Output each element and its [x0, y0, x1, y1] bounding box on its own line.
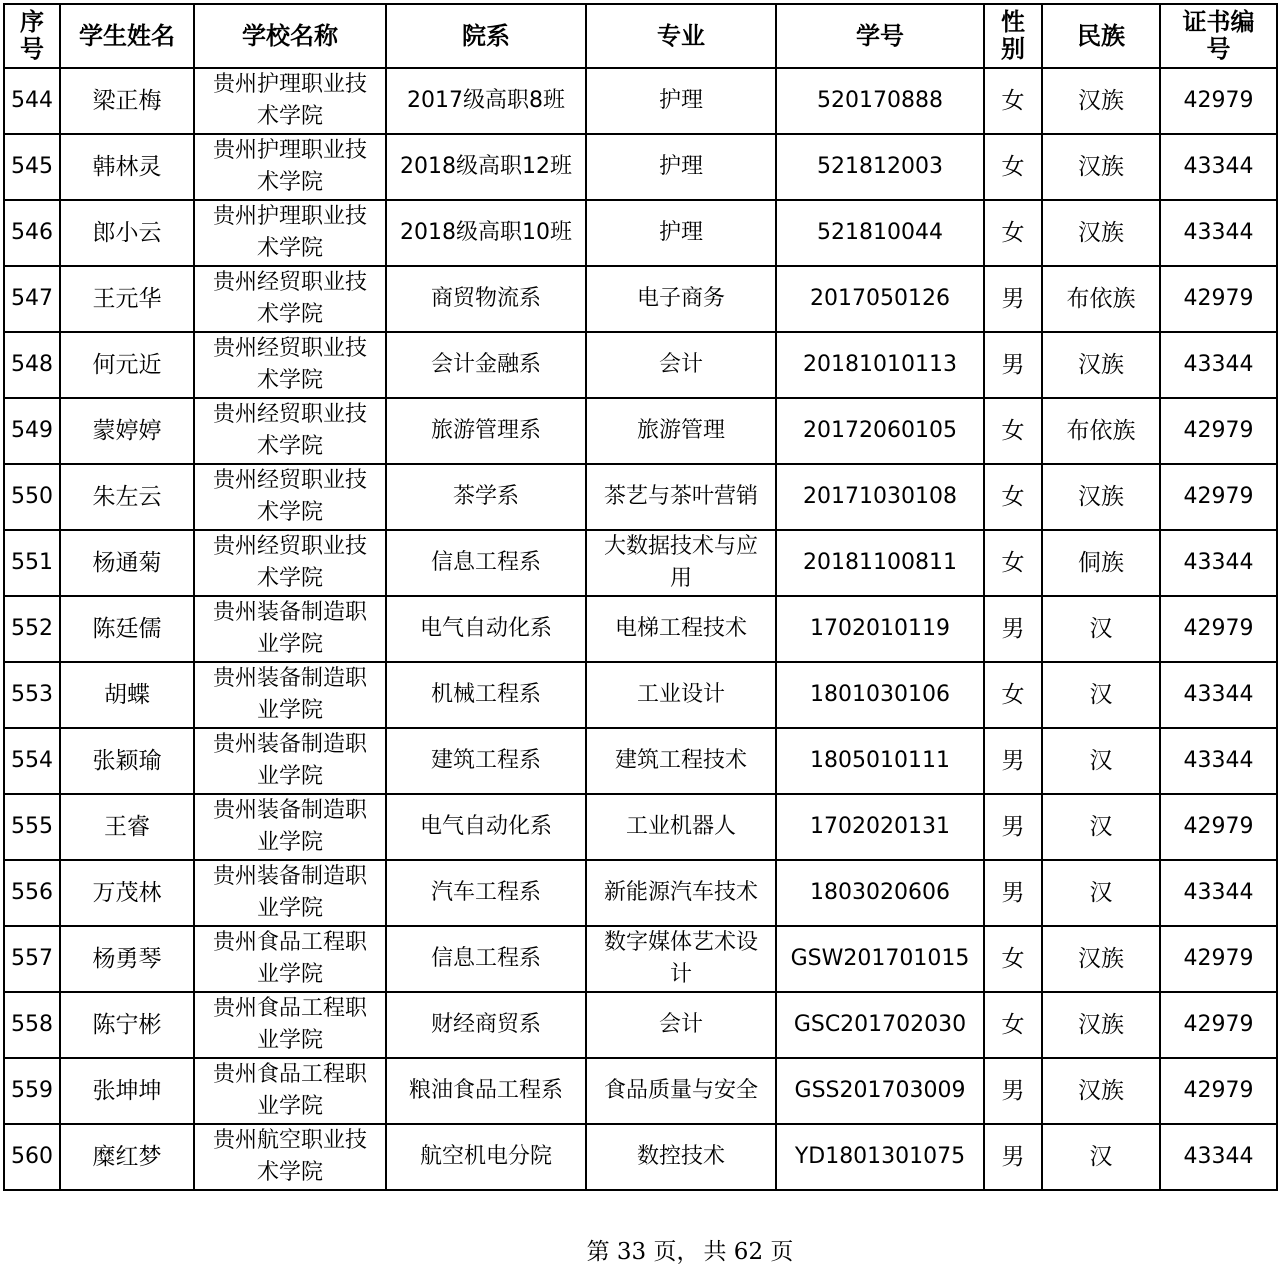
table-row — [4, 1058, 1277, 1124]
table-row — [4, 992, 1277, 1058]
cell-name: 万茂林 — [60, 860, 194, 926]
table-row — [4, 794, 1277, 860]
cell-school: 贵州食品工程职业学院 — [194, 926, 386, 992]
header-ethnicity: 民族 — [1042, 4, 1160, 68]
cell-no: 557 — [4, 926, 60, 992]
cell-no: 544 — [4, 68, 60, 134]
cell-name: 何元近 — [60, 332, 194, 398]
cell-school: 贵州经贸职业技术学院 — [194, 398, 386, 464]
cell-dept: 茶学系 — [386, 464, 586, 530]
cell-student-id: 20171030108 — [776, 464, 984, 530]
table-row — [4, 860, 1277, 926]
header-school: 学校名称 — [194, 4, 386, 68]
cell-student-id: 521810044 — [776, 200, 984, 266]
cell-gender: 女 — [984, 662, 1042, 728]
cell-cert: 42979 — [1160, 68, 1277, 134]
cell-ethnicity: 汉族 — [1042, 332, 1160, 398]
table-row — [4, 662, 1277, 728]
cell-major: 电子商务 — [586, 266, 776, 332]
cell-school: 贵州装备制造职业学院 — [194, 596, 386, 662]
cell-name: 杨通菊 — [60, 530, 194, 596]
table-row — [4, 266, 1277, 332]
cell-student-id: GSW201701015 — [776, 926, 984, 992]
cell-major: 数控技术 — [586, 1124, 776, 1190]
cell-student-id: 20172060105 — [776, 398, 984, 464]
cell-major: 工业设计 — [586, 662, 776, 728]
table-row — [4, 464, 1277, 530]
cell-major: 大数据技术与应用 — [586, 530, 776, 596]
header-id: 学号 — [776, 4, 984, 68]
cell-gender: 男 — [984, 266, 1042, 332]
cell-student-id: GSC201702030 — [776, 992, 984, 1058]
cell-cert: 42979 — [1160, 398, 1277, 464]
cell-major: 建筑工程技术 — [586, 728, 776, 794]
cell-ethnicity: 汉族 — [1042, 200, 1160, 266]
cell-student-id: 20181010113 — [776, 332, 984, 398]
cell-dept: 商贸物流系 — [386, 266, 586, 332]
cell-ethnicity: 汉族 — [1042, 1058, 1160, 1124]
cell-gender: 女 — [984, 530, 1042, 596]
cell-major: 茶艺与茶叶营销 — [586, 464, 776, 530]
cell-student-id: 1801030106 — [776, 662, 984, 728]
cell-major: 工业机器人 — [586, 794, 776, 860]
cell-no: 560 — [4, 1124, 60, 1190]
cell-school: 贵州装备制造职业学院 — [194, 860, 386, 926]
cell-ethnicity: 汉 — [1042, 860, 1160, 926]
cell-ethnicity: 汉 — [1042, 794, 1160, 860]
cell-dept: 建筑工程系 — [386, 728, 586, 794]
header-major: 专业 — [586, 4, 776, 68]
cell-student-id: 520170888 — [776, 68, 984, 134]
cell-school: 贵州护理职业技术学院 — [194, 134, 386, 200]
cell-name: 朱左云 — [60, 464, 194, 530]
cell-gender: 女 — [984, 398, 1042, 464]
cell-major: 数字媒体艺术设计 — [586, 926, 776, 992]
cell-school: 贵州装备制造职业学院 — [194, 662, 386, 728]
cell-school: 贵州装备制造职业学院 — [194, 728, 386, 794]
cell-student-id: YD1801301075 — [776, 1124, 984, 1190]
cell-dept: 旅游管理系 — [386, 398, 586, 464]
cell-school: 贵州护理职业技术学院 — [194, 200, 386, 266]
cell-gender: 女 — [984, 992, 1042, 1058]
cell-student-id: GSS201703009 — [776, 1058, 984, 1124]
cell-no: 553 — [4, 662, 60, 728]
cell-student-id: 1702020131 — [776, 794, 984, 860]
cell-major: 护理 — [586, 134, 776, 200]
cell-name: 王睿 — [60, 794, 194, 860]
cell-student-id: 20181100811 — [776, 530, 984, 596]
cell-no: 555 — [4, 794, 60, 860]
cell-cert: 43344 — [1160, 1124, 1277, 1190]
cell-cert: 42979 — [1160, 596, 1277, 662]
cell-name: 张颖瑜 — [60, 728, 194, 794]
cell-school: 贵州航空职业技术学院 — [194, 1124, 386, 1190]
cell-no: 549 — [4, 398, 60, 464]
cell-school: 贵州经贸职业技术学院 — [194, 530, 386, 596]
cell-ethnicity: 汉 — [1042, 662, 1160, 728]
cell-ethnicity: 汉族 — [1042, 992, 1160, 1058]
cell-student-id: 2017050126 — [776, 266, 984, 332]
cell-ethnicity: 汉族 — [1042, 134, 1160, 200]
cell-major: 食品质量与安全 — [586, 1058, 776, 1124]
cell-no: 556 — [4, 860, 60, 926]
cell-gender: 男 — [984, 1124, 1042, 1190]
cell-dept: 机械工程系 — [386, 662, 586, 728]
cell-name: 韩林灵 — [60, 134, 194, 200]
cell-no: 559 — [4, 1058, 60, 1124]
header-name: 学生姓名 — [60, 4, 194, 68]
cell-dept: 汽车工程系 — [386, 860, 586, 926]
cell-no: 546 — [4, 200, 60, 266]
student-table — [3, 3, 1278, 1191]
header-gender: 性别 — [984, 4, 1042, 68]
cell-cert: 43344 — [1160, 134, 1277, 200]
cell-gender: 女 — [984, 200, 1042, 266]
cell-ethnicity: 汉族 — [1042, 464, 1160, 530]
cell-name: 张坤坤 — [60, 1058, 194, 1124]
table-row — [4, 926, 1277, 992]
page-footer — [0, 1233, 1280, 1266]
table-row — [4, 728, 1277, 794]
cell-ethnicity: 布依族 — [1042, 398, 1160, 464]
cell-student-id: 1805010111 — [776, 728, 984, 794]
cell-school: 贵州装备制造职业学院 — [194, 794, 386, 860]
cell-no: 552 — [4, 596, 60, 662]
header-row — [4, 4, 1277, 68]
cell-name: 杨勇琴 — [60, 926, 194, 992]
table-row — [4, 1124, 1277, 1190]
cell-no: 554 — [4, 728, 60, 794]
table-row — [4, 530, 1277, 596]
cell-no: 547 — [4, 266, 60, 332]
cell-dept: 电气自动化系 — [386, 596, 586, 662]
cell-dept: 粮油食品工程系 — [386, 1058, 586, 1124]
table-row — [4, 134, 1277, 200]
cell-gender: 男 — [984, 332, 1042, 398]
cell-no: 550 — [4, 464, 60, 530]
cell-cert: 42979 — [1160, 926, 1277, 992]
cell-gender: 女 — [984, 926, 1042, 992]
header-dept: 院系 — [386, 4, 586, 68]
header-cert: 证书编号 — [1160, 4, 1277, 68]
table-row — [4, 200, 1277, 266]
cell-school: 贵州经贸职业技术学院 — [194, 266, 386, 332]
cell-student-id: 521812003 — [776, 134, 984, 200]
table-row — [4, 596, 1277, 662]
cell-dept: 航空机电分院 — [386, 1124, 586, 1190]
cell-major: 会计 — [586, 992, 776, 1058]
cell-name: 蒙婷婷 — [60, 398, 194, 464]
cell-ethnicity: 汉 — [1042, 728, 1160, 794]
cell-no: 548 — [4, 332, 60, 398]
cell-no: 545 — [4, 134, 60, 200]
cell-school: 贵州经贸职业技术学院 — [194, 464, 386, 530]
header-no: 序号 — [4, 4, 60, 68]
cell-gender: 女 — [984, 464, 1042, 530]
cell-cert: 42979 — [1160, 992, 1277, 1058]
cell-cert: 43344 — [1160, 728, 1277, 794]
page-total: 共 62 页 — [703, 1239, 794, 1265]
cell-dept: 会计金融系 — [386, 332, 586, 398]
cell-major: 新能源汽车技术 — [586, 860, 776, 926]
table-row — [4, 332, 1277, 398]
cell-major: 护理 — [586, 200, 776, 266]
cell-cert: 43344 — [1160, 860, 1277, 926]
cell-school: 贵州食品工程职业学院 — [194, 992, 386, 1058]
cell-gender: 男 — [984, 728, 1042, 794]
cell-major: 旅游管理 — [586, 398, 776, 464]
page-number: 第 33 页， — [586, 1239, 700, 1265]
cell-gender: 男 — [984, 596, 1042, 662]
cell-major: 会计 — [586, 332, 776, 398]
cell-dept: 电气自动化系 — [386, 794, 586, 860]
table-row — [4, 68, 1277, 134]
cell-student-id: 1702010119 — [776, 596, 984, 662]
cell-cert: 42979 — [1160, 464, 1277, 530]
cell-ethnicity: 汉族 — [1042, 926, 1160, 992]
cell-dept: 信息工程系 — [386, 926, 586, 992]
cell-cert: 43344 — [1160, 200, 1277, 266]
cell-gender: 男 — [984, 794, 1042, 860]
cell-ethnicity: 汉 — [1042, 596, 1160, 662]
cell-ethnicity: 侗族 — [1042, 530, 1160, 596]
cell-cert: 42979 — [1160, 266, 1277, 332]
cell-dept: 2017级高职8班 — [386, 68, 586, 134]
cell-cert: 42979 — [1160, 794, 1277, 860]
cell-name: 郎小云 — [60, 200, 194, 266]
cell-name: 胡蝶 — [60, 662, 194, 728]
cell-no: 551 — [4, 530, 60, 596]
cell-ethnicity: 汉族 — [1042, 68, 1160, 134]
cell-name: 陈廷儒 — [60, 596, 194, 662]
table-row — [4, 398, 1277, 464]
cell-dept: 2018级高职10班 — [386, 200, 586, 266]
cell-name: 梁正梅 — [60, 68, 194, 134]
cell-cert: 43344 — [1160, 662, 1277, 728]
table-body — [4, 68, 1277, 1190]
cell-gender: 女 — [984, 68, 1042, 134]
cell-name: 陈宁彬 — [60, 992, 194, 1058]
cell-gender: 女 — [984, 134, 1042, 200]
cell-school: 贵州经贸职业技术学院 — [194, 332, 386, 398]
cell-major: 电梯工程技术 — [586, 596, 776, 662]
cell-gender: 男 — [984, 860, 1042, 926]
cell-cert: 42979 — [1160, 1058, 1277, 1124]
cell-school: 贵州护理职业技术学院 — [194, 68, 386, 134]
cell-school: 贵州食品工程职业学院 — [194, 1058, 386, 1124]
cell-dept: 信息工程系 — [386, 530, 586, 596]
cell-no: 558 — [4, 992, 60, 1058]
cell-gender: 男 — [984, 1058, 1042, 1124]
cell-cert: 43344 — [1160, 332, 1277, 398]
cell-dept: 财经商贸系 — [386, 992, 586, 1058]
cell-name: 糜红梦 — [60, 1124, 194, 1190]
cell-dept: 2018级高职12班 — [386, 134, 586, 200]
cell-ethnicity: 布依族 — [1042, 266, 1160, 332]
cell-name: 王元华 — [60, 266, 194, 332]
cell-cert: 43344 — [1160, 530, 1277, 596]
cell-student-id: 1803020606 — [776, 860, 984, 926]
cell-major: 护理 — [586, 68, 776, 134]
cell-ethnicity: 汉 — [1042, 1124, 1160, 1190]
